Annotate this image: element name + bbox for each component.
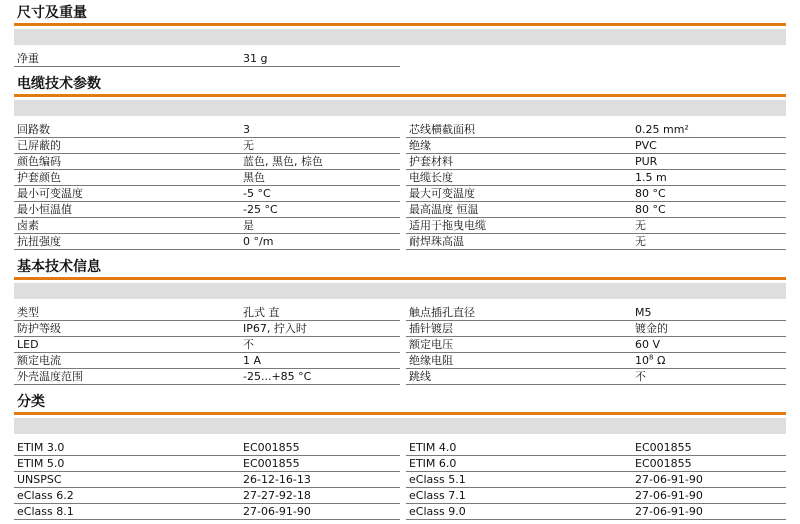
spec-section bbox=[14, 389, 786, 520]
table-row bbox=[14, 154, 786, 170]
spec-value: M5 bbox=[635, 306, 652, 319]
spec-value: 27-06-91-90 bbox=[635, 505, 703, 518]
spec-pair bbox=[406, 369, 786, 385]
section-header-band bbox=[14, 283, 786, 299]
spec-pair bbox=[406, 456, 786, 472]
spec-pair bbox=[406, 321, 786, 337]
table-row bbox=[14, 170, 786, 186]
spec-pair bbox=[406, 186, 786, 202]
spec-label: 触点插孔直径 bbox=[409, 306, 475, 319]
spec-pair bbox=[14, 122, 400, 138]
spec-label: 跳线 bbox=[409, 370, 431, 383]
table-row bbox=[14, 51, 786, 67]
spec-label: ETIM 6.0 bbox=[409, 457, 457, 470]
spec-value bbox=[635, 353, 786, 368]
spec-label: eClass 6.2 bbox=[17, 489, 74, 502]
spec-value: 无 bbox=[635, 235, 646, 248]
spec-label: 最大可变温度 bbox=[409, 187, 475, 200]
spec-label: 绝缘 bbox=[409, 139, 431, 152]
table-row bbox=[14, 122, 786, 138]
spec-value: 60 V bbox=[635, 338, 661, 351]
section-header-band bbox=[14, 29, 786, 45]
spec-pair bbox=[14, 186, 400, 202]
spec-value: 镀金的 bbox=[635, 322, 668, 335]
spec-label: 已屏蔽的 bbox=[17, 139, 61, 152]
spec-value: 80 °C bbox=[635, 203, 666, 216]
spec-pair bbox=[14, 51, 400, 67]
table-row bbox=[14, 218, 786, 234]
spec-pair bbox=[14, 337, 400, 353]
spec-value: 27-06-91-90 bbox=[635, 489, 703, 502]
spec-pair bbox=[406, 122, 786, 138]
spec-value: EC001855 bbox=[243, 441, 300, 454]
spec-value-base: 10 bbox=[635, 354, 649, 367]
spec-pair bbox=[14, 504, 400, 520]
table-row bbox=[14, 488, 786, 504]
spec-value: 80 °C bbox=[635, 187, 666, 200]
spec-pair bbox=[14, 488, 400, 504]
spec-value: 无 bbox=[243, 139, 254, 152]
spec-pair bbox=[14, 154, 400, 170]
spec-value: PVC bbox=[635, 139, 657, 152]
spec-pair bbox=[406, 504, 786, 520]
spec-label: ETIM 3.0 bbox=[17, 441, 65, 454]
table-row bbox=[14, 504, 786, 520]
spec-pair bbox=[406, 138, 786, 154]
spec-table bbox=[14, 122, 786, 250]
spec-pair bbox=[406, 488, 786, 504]
spec-label: 护套颜色 bbox=[17, 171, 61, 184]
spec-label: 额定电压 bbox=[409, 338, 453, 351]
spec-label: 颜色编码 bbox=[17, 155, 61, 168]
spec-section bbox=[14, 254, 786, 385]
spec-value: 不 bbox=[243, 338, 254, 351]
spec-label: 最高温度 恒温 bbox=[409, 203, 479, 216]
section-title: 电缆技术参数 bbox=[14, 71, 786, 97]
spec-value: 0.25 mm² bbox=[635, 123, 689, 136]
spec-table bbox=[14, 51, 786, 67]
spec-value: -25 °C bbox=[243, 203, 278, 216]
section-title: 尺寸及重量 bbox=[14, 0, 786, 26]
spec-value: 不 bbox=[635, 370, 646, 383]
spec-table bbox=[14, 440, 786, 520]
spec-label: 抗扭强度 bbox=[17, 235, 61, 248]
table-row bbox=[14, 472, 786, 488]
spec-pair bbox=[406, 472, 786, 488]
spec-label: 最小恒温值 bbox=[17, 203, 72, 216]
spec-value: 3 bbox=[243, 123, 250, 136]
spec-label: eClass 9.0 bbox=[409, 505, 466, 518]
spec-value: EC001855 bbox=[635, 441, 692, 454]
spec-value: IP67, 拧入时 bbox=[243, 322, 307, 335]
spec-label: ETIM 5.0 bbox=[17, 457, 65, 470]
spec-value: 无 bbox=[635, 219, 646, 232]
table-row bbox=[14, 440, 786, 456]
spec-value: 蓝色, 黑色, 棕色 bbox=[243, 155, 323, 168]
spec-pair bbox=[14, 440, 400, 456]
spec-value: -5 °C bbox=[243, 187, 271, 200]
table-row bbox=[14, 337, 786, 353]
table-row bbox=[14, 202, 786, 218]
spec-pair bbox=[14, 321, 400, 337]
spec-pair bbox=[14, 369, 400, 385]
table-row bbox=[14, 456, 786, 472]
spec-value: 1.5 m bbox=[635, 171, 667, 184]
spec-label: 回路数 bbox=[17, 123, 50, 136]
spec-value: 26-12-16-13 bbox=[243, 473, 311, 486]
spec-label: 卤素 bbox=[17, 219, 39, 232]
spec-value: 27-27-92-18 bbox=[243, 489, 311, 502]
spec-label: 防护等级 bbox=[17, 322, 61, 335]
section-header-band bbox=[14, 100, 786, 116]
table-row bbox=[14, 305, 786, 321]
section-header-band bbox=[14, 418, 786, 434]
spec-pair bbox=[14, 138, 400, 154]
spec-value: 27-06-91-90 bbox=[243, 505, 311, 518]
spec-pair bbox=[14, 472, 400, 488]
spec-pair bbox=[406, 218, 786, 234]
spec-value: 是 bbox=[243, 219, 254, 232]
spec-label: LED bbox=[17, 338, 39, 351]
spec-pair bbox=[14, 202, 400, 218]
spec-pair bbox=[406, 234, 786, 250]
spec-label: UNSPSC bbox=[17, 473, 62, 486]
spec-pair bbox=[14, 353, 400, 369]
table-row bbox=[14, 353, 786, 369]
spec-value: EC001855 bbox=[243, 457, 300, 470]
section-title: 分类 bbox=[14, 389, 786, 415]
spec-label: 净重 bbox=[17, 52, 39, 65]
spec-label: eClass 5.1 bbox=[409, 473, 466, 486]
spec-pair bbox=[14, 218, 400, 234]
spec-label: 耐焊珠高温 bbox=[409, 235, 464, 248]
spec-table bbox=[14, 305, 786, 385]
spec-label: 类型 bbox=[17, 306, 39, 319]
spec-sheet bbox=[14, 0, 786, 524]
spec-value: 27-06-91-90 bbox=[635, 473, 703, 486]
spec-value: PUR bbox=[635, 155, 658, 168]
spec-label: eClass 8.1 bbox=[17, 505, 74, 518]
spec-label: 适用于拖曳电缆 bbox=[409, 219, 486, 232]
spec-section bbox=[14, 0, 786, 67]
spec-value: 31 g bbox=[243, 52, 268, 65]
spec-label: 外壳温度范围 bbox=[17, 370, 83, 383]
table-row bbox=[14, 186, 786, 202]
spec-pair bbox=[14, 170, 400, 186]
spec-label: 芯线横截面积 bbox=[409, 123, 475, 136]
spec-pair bbox=[14, 305, 400, 321]
spec-value: -25...+85 °C bbox=[243, 370, 312, 383]
spec-value: 黑色 bbox=[243, 171, 265, 184]
spec-section bbox=[14, 71, 786, 250]
spec-label: 插针镀层 bbox=[409, 322, 453, 335]
spec-pair bbox=[406, 337, 786, 353]
spec-value: 0 °/m bbox=[243, 235, 274, 248]
spec-pair bbox=[406, 154, 786, 170]
spec-label: eClass 7.1 bbox=[409, 489, 466, 502]
spec-value: 1 A bbox=[243, 354, 262, 367]
spec-pair bbox=[406, 353, 786, 369]
spec-label: 电缆长度 bbox=[409, 171, 453, 184]
spec-label: 最小可变温度 bbox=[17, 187, 83, 200]
spec-pair bbox=[14, 456, 400, 472]
spec-value: 孔式 直 bbox=[243, 306, 280, 319]
spec-label: 绝缘电阻 bbox=[409, 354, 453, 367]
spec-value-exponent: 8 bbox=[649, 353, 654, 362]
spec-pair bbox=[406, 202, 786, 218]
spec-pair bbox=[406, 170, 786, 186]
spec-pair bbox=[14, 234, 400, 250]
table-row bbox=[14, 138, 786, 154]
table-row bbox=[14, 369, 786, 385]
table-row bbox=[14, 234, 786, 250]
spec-pair bbox=[406, 305, 786, 321]
spec-label: 护套材料 bbox=[409, 155, 453, 168]
spec-label: 额定电流 bbox=[17, 354, 61, 367]
spec-label: ETIM 4.0 bbox=[409, 441, 457, 454]
spec-value: EC001855 bbox=[635, 457, 692, 470]
spec-pair bbox=[406, 440, 786, 456]
spec-value-unit: Ω bbox=[653, 354, 666, 367]
section-title: 基本技术信息 bbox=[14, 254, 786, 280]
table-row bbox=[14, 321, 786, 337]
